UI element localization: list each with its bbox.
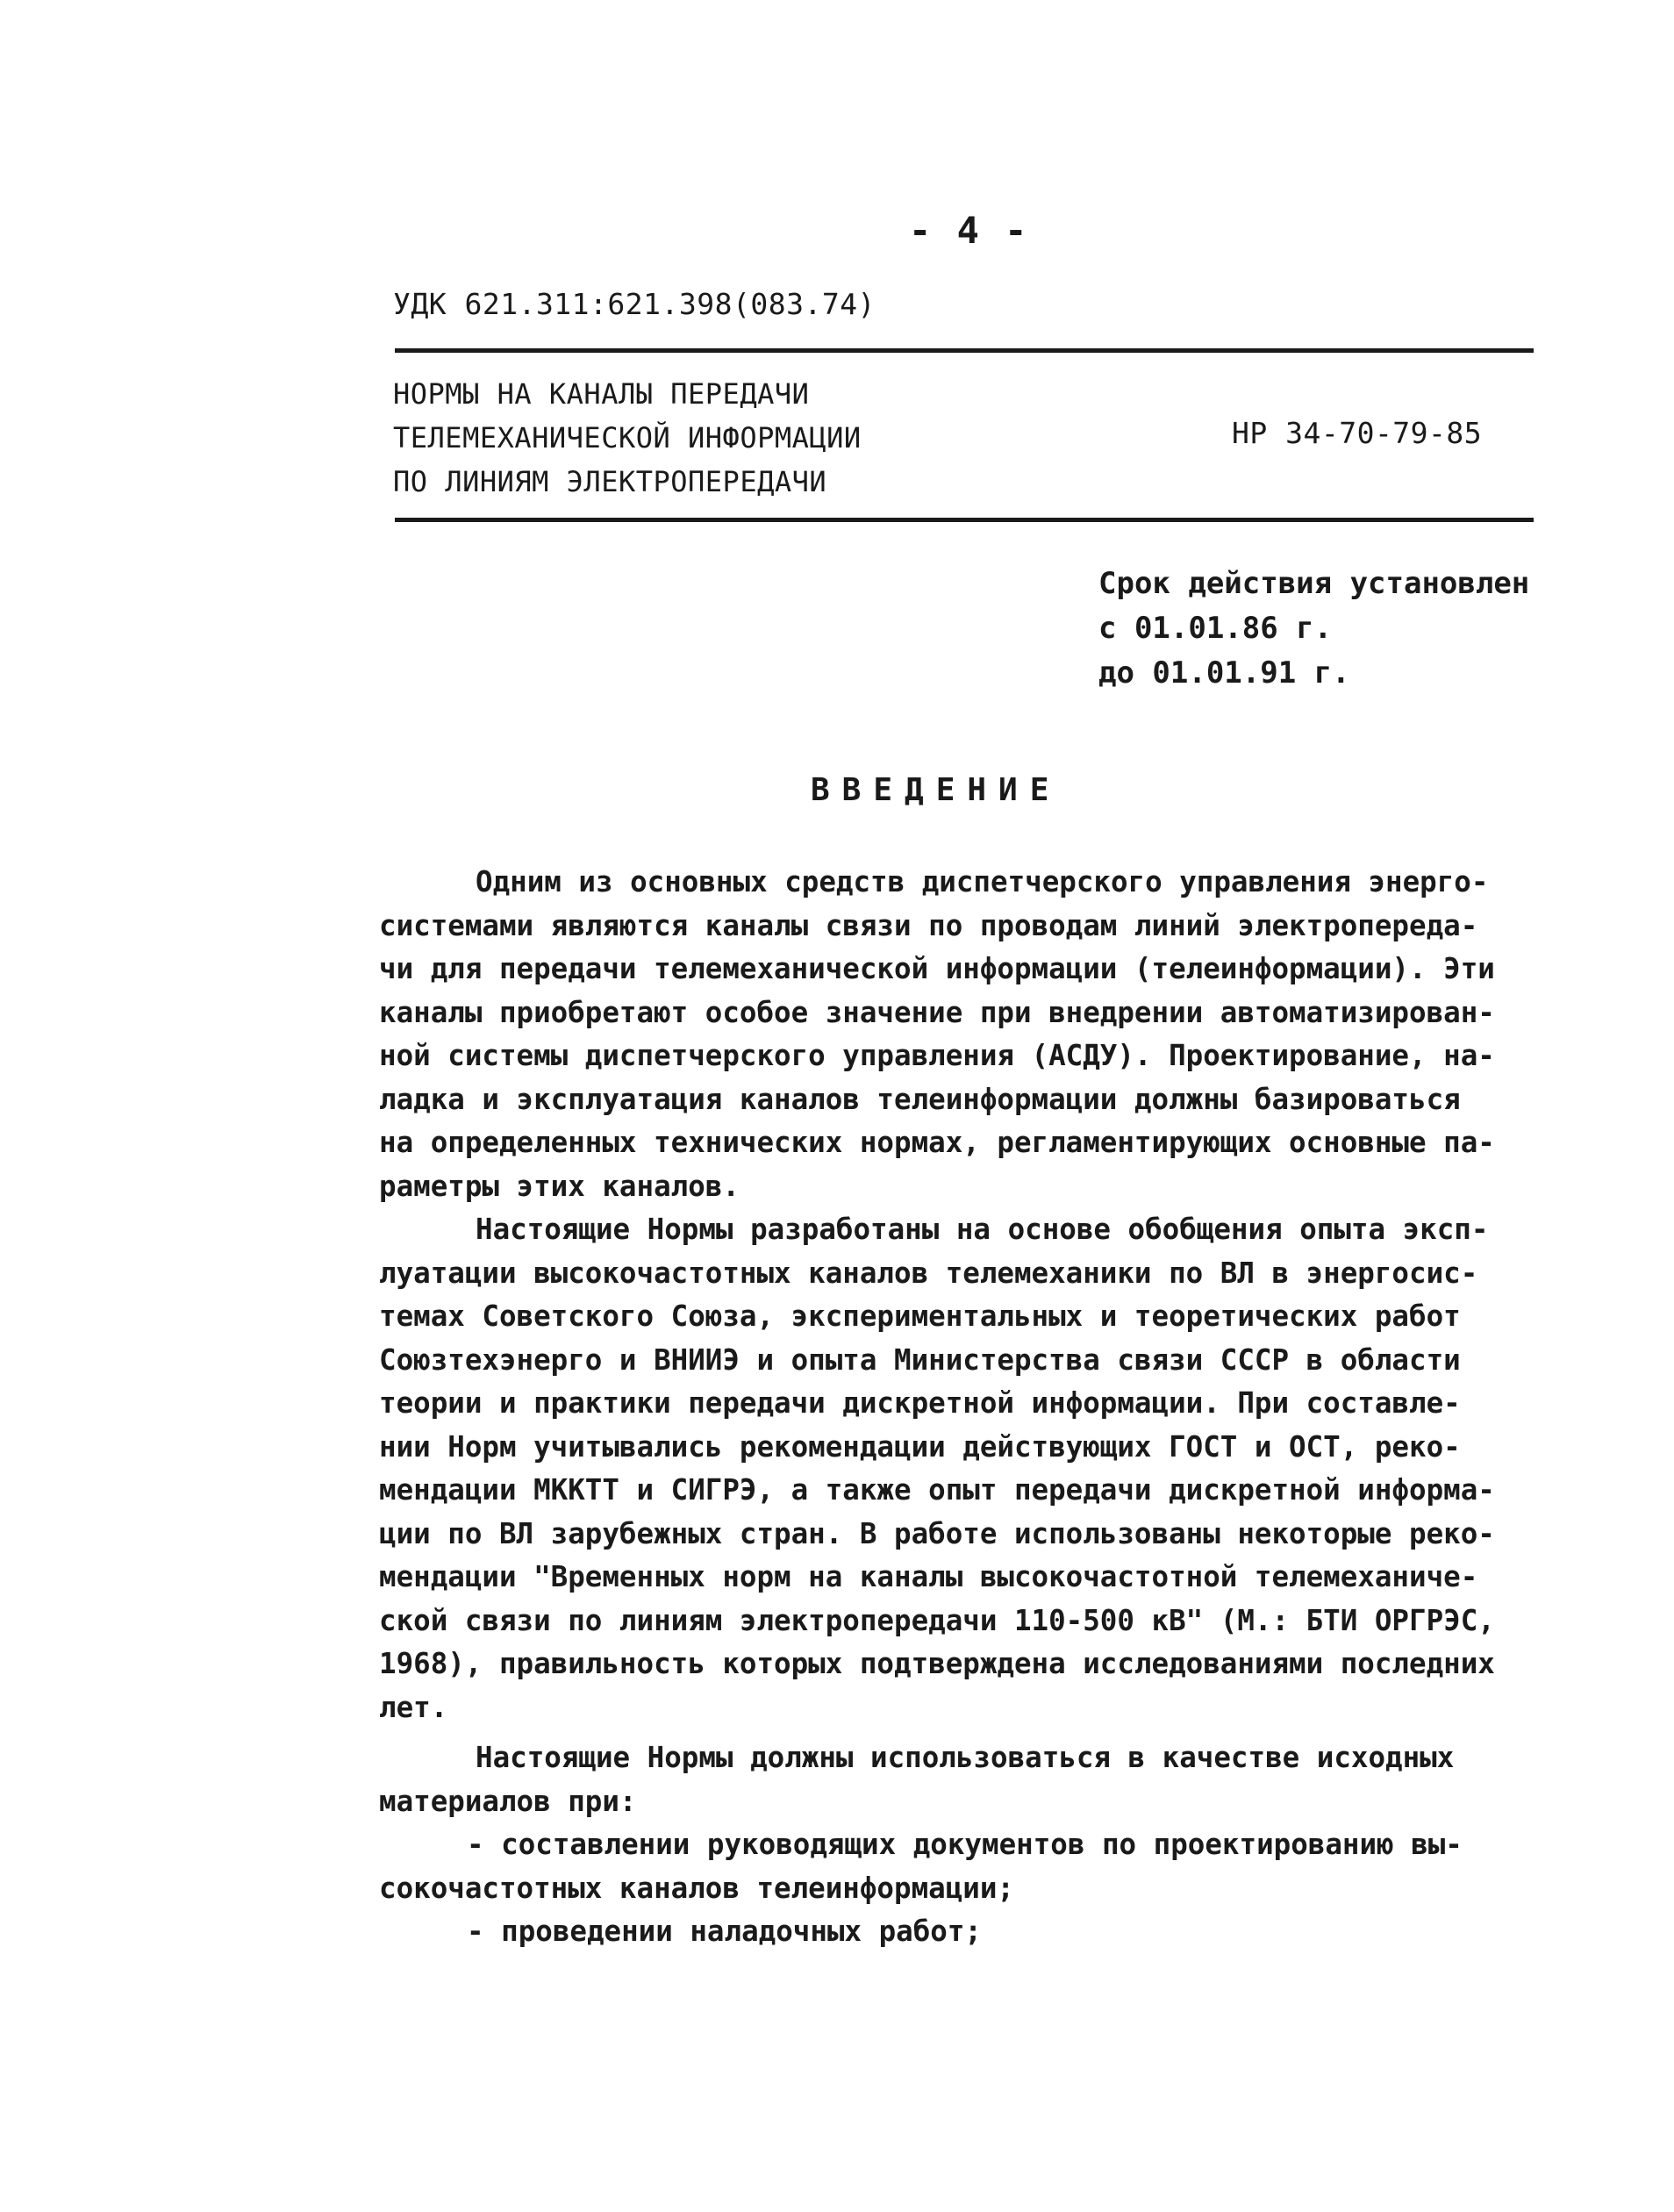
paragraph-1-line: каналы приобретают особое значение при внедрении автоматизирован-: [379, 995, 1495, 1029]
paragraph-1-line: раметры этих каналов.: [379, 1169, 740, 1203]
paragraph-2-line: ской связи по линиям электропередачи 110-500 кВ" (М.: БТИ ОРГРЭС,: [379, 1603, 1495, 1637]
paragraph-1-line: на определенных технических нормах, регламентирующих основные па-: [379, 1126, 1495, 1159]
list-item: - составлении руководящих документов по проектированию вы-: [467, 1828, 1463, 1861]
paragraph-2-line: нии Норм учитывались рекомендации действующих ГОСТ и ОСТ, реко-: [379, 1429, 1461, 1464]
list-item-continuation: сокочастотных каналов телеинформации;: [379, 1871, 1014, 1905]
page-number: - 4 -: [909, 209, 1029, 252]
paragraph-2-line: лет.: [379, 1690, 448, 1724]
paragraph-3-line: Настоящие Нормы должны использоваться в качестве исходных: [476, 1741, 1455, 1774]
paragraph-gap: [379, 1729, 1537, 1736]
body-text: [379, 861, 1537, 1954]
paragraph-1-line: системами являются каналы связи по проводам линий электропереда-: [379, 908, 1478, 942]
paragraph-2-line: 1968), правильность которых подтверждена исследованиями последних: [379, 1647, 1495, 1680]
paragraph-2-line: Союзтехэнерго и ВНИИЭ и опыта Министерства связи СССР в области: [379, 1342, 1461, 1377]
paragraph-1-line: Одним из основных средств диспетчерского управления энерго-: [476, 865, 1489, 898]
section-heading: ВВЕДЕНИЕ: [811, 772, 1062, 808]
paragraph-1-line: ной системы диспетчерского управления (АСДУ). Проектирование, на-: [379, 1039, 1495, 1072]
paragraph-2-line: мендации МККТТ и СИГРЭ, а также опыт передачи дискретной информа-: [379, 1473, 1495, 1507]
list-item: - проведении наладочных работ;: [467, 1915, 982, 1948]
paragraph-3-line: материалов при:: [379, 1784, 637, 1818]
paragraph-2-line: мендации "Временных норм на каналы высокочастотной телемеханиче-: [379, 1560, 1478, 1593]
header-top-rule: [395, 348, 1534, 353]
header-bottom-rule: [395, 518, 1534, 522]
validity-line-2: с 01.01.86 г.: [1098, 611, 1333, 646]
validity-line-1: Срок действия установлен: [1098, 566, 1530, 601]
document-title-line-2: ТЕЛЕМЕХАНИЧЕСКОЙ ИНФОРМАЦИИ: [393, 421, 862, 455]
validity-line-3: до 01.01.91 г.: [1098, 655, 1350, 691]
document-title-block: [393, 372, 862, 504]
validity-period: [1098, 562, 1529, 696]
document-title-line-1: НОРМЫ НА КАНАЛЫ ПЕРЕДАЧИ: [393, 377, 810, 411]
paragraph-2-line: луатации высокочастотных каналов телемеханики по ВЛ в энергосис-: [379, 1256, 1478, 1290]
paragraph-2-line: ции по ВЛ зарубежных стран. В работе использованы некоторые реко-: [379, 1516, 1495, 1550]
udc-code: УДК 621.311:621.398(083.74): [393, 287, 876, 321]
paragraph-2-line: Настоящие Нормы разработаны на основе обобщения опыта эксп-: [476, 1213, 1489, 1246]
paragraph-1-line: чи для передачи телемеханической информации (телеинформации). Эти: [379, 952, 1495, 985]
document-title-line-3: ПО ЛИНИЯМ ЭЛЕКТРОПЕРЕДАЧИ: [393, 465, 827, 498]
paragraph-2-line: темах Советского Союза, экспериментальных и теоретических работ: [379, 1299, 1461, 1333]
paragraph-2-line: теории и практики передачи дискретной информации. При составле-: [379, 1386, 1461, 1420]
document-code: НР 34-70-79-85: [1232, 416, 1483, 450]
paragraph-1-line: ладка и эксплуатация каналов телеинформации должны базироваться: [379, 1082, 1461, 1116]
